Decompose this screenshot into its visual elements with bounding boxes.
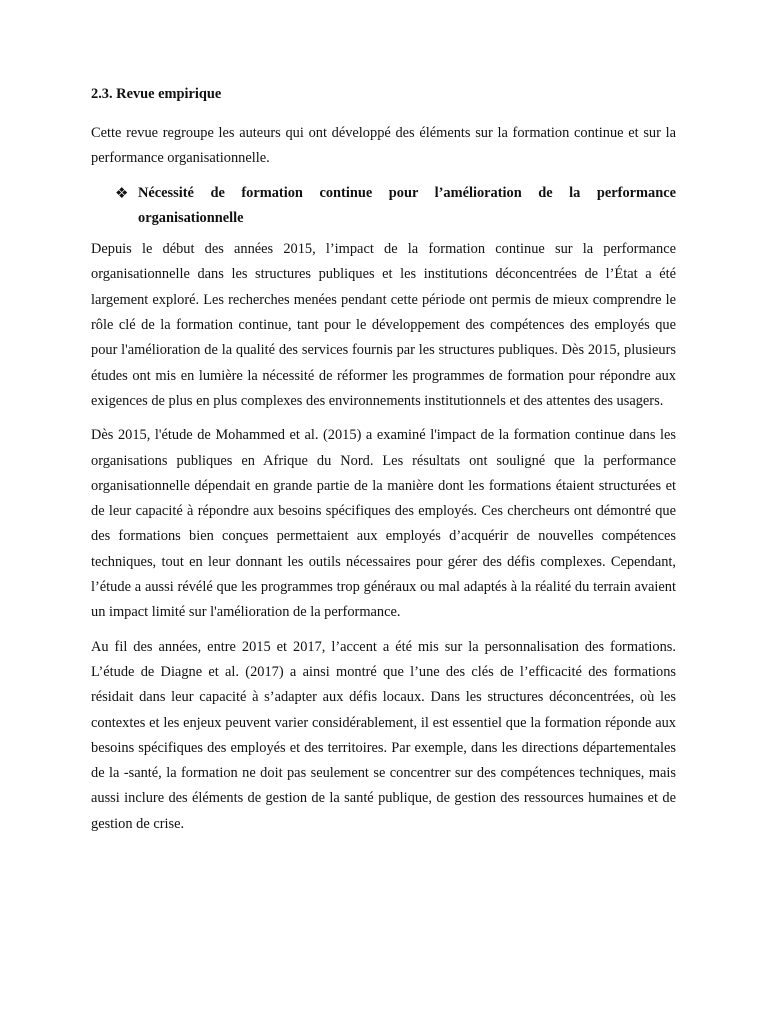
bullet-heading-text: Nécessité de formation continue pour l’amélioration de la performance organisationnelle — [138, 184, 676, 226]
bullet-heading — [91, 181, 676, 232]
intro-paragraph: Cette revue regroupe les auteurs qui ont développé des éléments sur la formation continue et sur la performance organisationnelle. — [91, 125, 676, 167]
section-heading: 2.3. Revue empirique — [91, 86, 222, 102]
body-paragraph-1: Depuis le début des années 2015, l’impact de la formation continue sur la performance organisationnelle dans les structures publiques et les institutions déconcentrées de l’État a été largement exploré. Les recherches menées pendant cette période ont permis de mieux comprendre le rôle clé de la formation continue, tant pour le développement des compétences des employés que pour l'amélioration de la qualité des services fournis par les structures publiques. Dès 2015, plusieurs études ont mis en lumière la nécessité de réformer les programmes de formation pour répondre aux exigences de plus en plus complexes des environnements institutionnels et des attentes des usagers. — [91, 241, 676, 409]
body-paragraph-2: Dès 2015, l'étude de Mohammed et al. (2015) a examiné l'impact de la formation continue dans les organisations publiques en Afrique du Nord. Les résultats ont souligné que la performance organisationnelle dépendait en grande partie de la manière dont les formations étaient structurées et de leur capacité à répondre aux besoins spécifiques des employés. Ces chercheurs ont démontré que des formations bien conçues permettaient aux employés d’acquérir de nouvelles compétences techniques, tout en leur donnant les outils nécessaires pour gérer des défis complexes. Cependant, l’étude a aussi révélé que les programmes trop généraux ou mal adaptés à la réalité du terrain avaient un impact limité sur l'amélioration de la performance. — [91, 427, 676, 621]
body-paragraph-3: Au fil des années, entre 2015 et 2017, l’accent a été mis sur la personnalisation des formations. L’étude de Diagne et al. (2017) a ainsi montré que l’une des clés de l’efficacité des formations résidait dans leur capacité à s’adapter aux défis locaux. Dans les structures déconcentrées, où les contextes et les enjeux peuvent varier considérablement, il est essentiel que la formation réponde aux besoins spécifiques des employés et des territoires. Par exemple, dans les directions départementales de la -santé, la formation ne doit pas seulement se concentrer sur des compétences techniques, mais aussi inclure des éléments de gestion de la santé publique, de gestion des ressources humaines et de gestion de crise. — [91, 638, 676, 832]
diamond-bullet-icon: ❖ — [115, 183, 129, 202]
document-page — [91, 84, 676, 837]
